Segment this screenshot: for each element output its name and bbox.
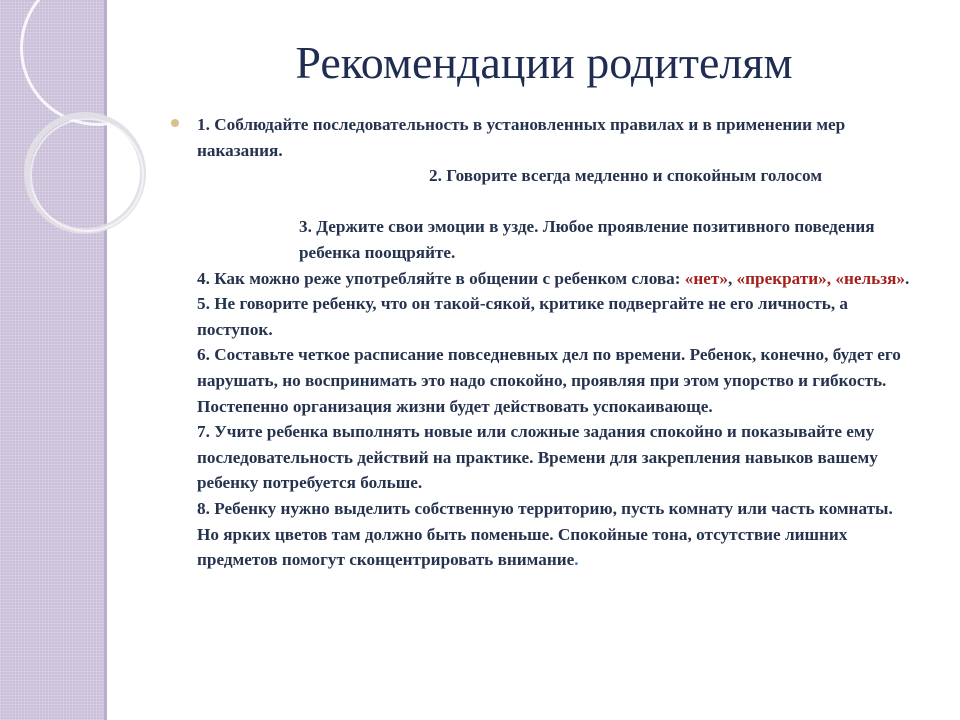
recommendation-5: 5. Не говорите ребенку, что он такой-сякой, критике подвергайте не его личность, а поступок. [197,294,849,339]
bullet-dot-icon [171,119,179,127]
comma: , [727,268,737,288]
final-period: . [574,550,579,570]
words-prekrati-nelzya: «прекрати», «нельзя» [736,268,906,288]
slide-title: Рекомендации родителям [295,37,793,88]
recommendation-3: 3. Держите свои эмоции в узде. Любое проявление позитивного поведения ребенка поощряйте. [299,217,875,262]
recommendation-6: 6. Составьте четкое расписание повседневных дел по времени. Ребенок, конечно, будет его нарушать, но воспринимать это надо спокойно, проявляя при этом упорство и гибкость. Постепенно организация жизни будет действовать успокаивающе. [197,345,901,416]
recommendation-2: 2. Говорите всегда медленно и спокойным голосом [429,166,823,186]
period: . [905,268,910,288]
recommendation-4-text: 4. Как можно реже употребляйте в общении с ребенком слова: [197,268,685,288]
recommendation-8 [197,496,917,573]
recommendations-list [197,112,917,573]
decorative-ring-inner [30,118,144,232]
recommendation-8-text: 8. Ребенку нужно выделить собственную территорию, пусть комнату или часть комнаты. Но ярких цветов там должно быть поменьше. Спокойные тона, отсутствие лишних предметов помогут сконцентрировать внимание [197,498,893,570]
recommendation-7: 7. Учите ребенка выполнять новые или сложные задания спокойно и показывайте ему последовательность действий на практике. Времени для закрепления навыков вашему ребенку потребуется больше. [197,422,878,493]
word-net: «нет» [684,268,728,288]
recommendation-4 [197,266,917,292]
recommendation-1: 1. Соблюдайте последовательность в установленных правилах и в применении мер наказания. [197,115,846,160]
